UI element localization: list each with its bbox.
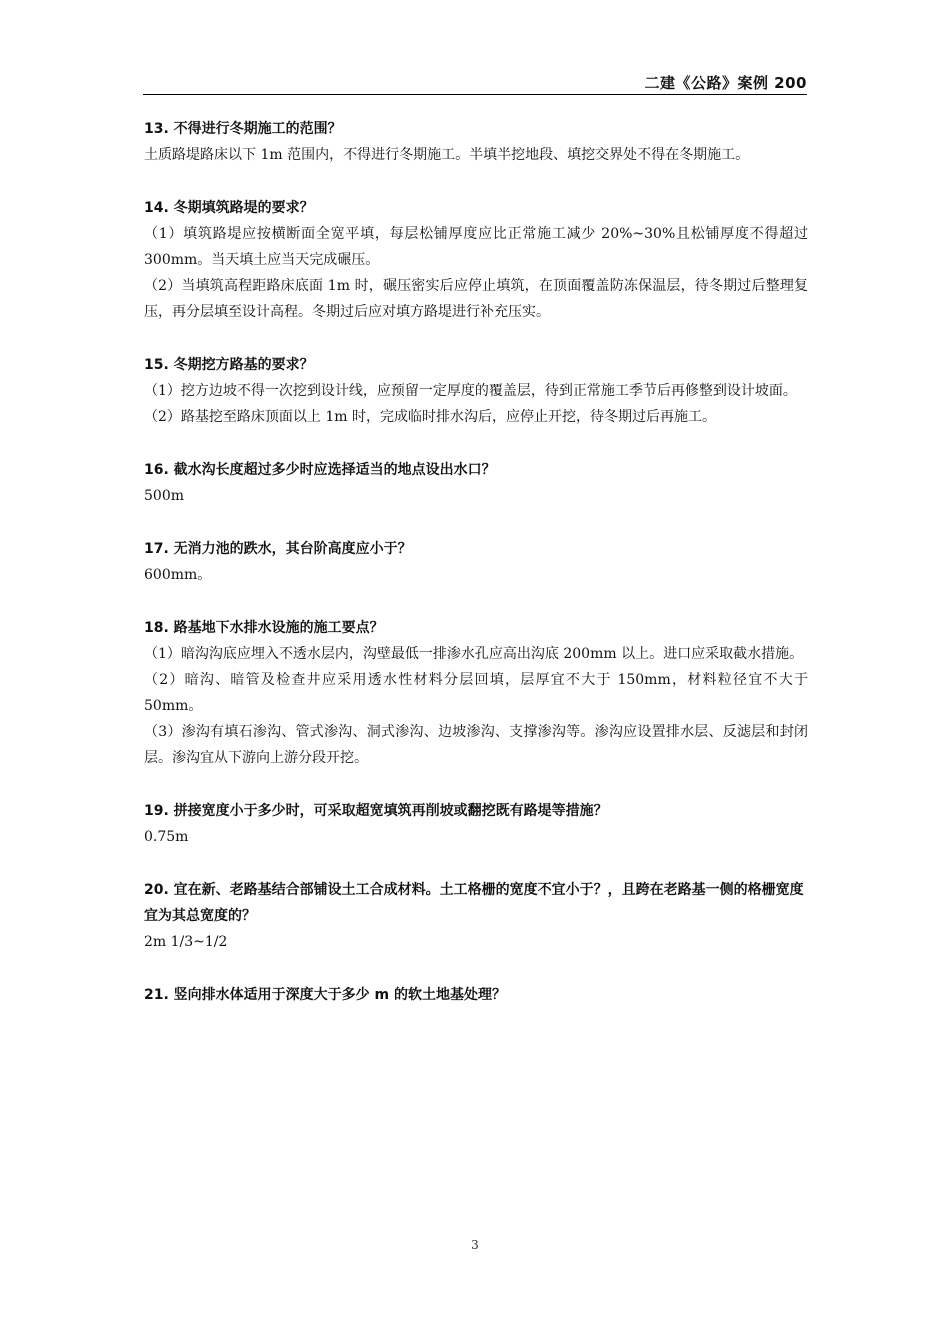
question-21: 21. 竖向排水体适用于深度大于多少 m 的软土地基处理？ <box>144 987 507 1003</box>
question-17: 17. 无消力池的跌水，其台阶高度应小于？ <box>144 541 412 557</box>
answer-15-2: （2）路基挖至路床顶面以上 1m 时，完成临时排水沟后，应停止开挖，待冬期过后再施工。 <box>144 409 716 425</box>
qa-item-15 <box>144 352 808 430</box>
question-14: 14. 冬期填筑路堤的要求？ <box>144 200 314 216</box>
answer-15-1: （1）挖方边坡不得一次挖到设计线，应预留一定厚度的覆盖层，待到正常施工季节后再修整到设计坡面。 <box>144 383 797 399</box>
answer-17-1: 600mm。 <box>144 567 212 583</box>
answer-18-1: （1）暗沟沟底应埋入不透水层内，沟壁最低一排渗水孔应高出沟底 200mm 以上。进口应采取截水措施。 <box>144 646 804 662</box>
answer-14-2: （2）当填筑高程距路床底面 1m 时，碾压密实后应停止填筑，在顶面覆盖防冻保温层，待冬期过后整理复压，再分层填至设计高程。冬期过后应对填方路堤进行补充压实。 <box>144 278 808 320</box>
document-title: 二建《公路》案例 200 <box>644 74 807 92</box>
qa-item-16 <box>144 457 808 509</box>
answer-18-3: （3）渗沟有填石渗沟、管式渗沟、洞式渗沟、边坡渗沟、支撑渗沟等。渗沟应设置排水层、反滤层和封闭层。渗沟宜从下游向上游分段开挖。 <box>144 724 808 766</box>
document-body <box>144 116 808 1035</box>
answer-19-1: 0.75m <box>144 829 189 845</box>
qa-item-18 <box>144 615 808 771</box>
qa-item-14 <box>144 195 808 325</box>
question-13: 13. 不得进行冬期施工的范围？ <box>144 121 342 137</box>
qa-item-20 <box>144 877 808 955</box>
answer-14-1: （1）填筑路堤应按横断面全宽平填，每层松铺厚度应比正常施工减少 20%~30%且松铺厚度不得超过 300mm。当天填土应当天完成碾压。 <box>144 226 808 268</box>
qa-item-21 <box>144 982 808 1008</box>
page-header <box>143 68 807 95</box>
answer-20-1: 2m 1/3~1/2 <box>144 934 228 950</box>
page-number: 3 <box>471 1238 479 1252</box>
answer-18-2: （2）暗沟、暗管及检查井应采用透水性材料分层回填，层厚宜不大于 150mm，材料粒径宜不大于 50mm。 <box>144 672 808 714</box>
question-15: 15. 冬期挖方路基的要求？ <box>144 357 314 373</box>
question-20: 20. 宜在新、老路基结合部铺设土工合成材料。土工格栅的宽度不宜小于？，且跨在老路基一侧的格栅宽度宜为其总宽度的？ <box>144 882 804 924</box>
question-16: 16. 截水沟长度超过多少时应选择适当的地点设出水口？ <box>144 462 496 478</box>
qa-item-13 <box>144 116 808 168</box>
qa-item-17 <box>144 536 808 588</box>
answer-13-1: 土质路堤路床以下 1m 范围内，不得进行冬期施工。半填半挖地段、填挖交界处不得在冬期施工。 <box>144 147 750 163</box>
question-18: 18. 路基地下水排水设施的施工要点？ <box>144 620 384 636</box>
question-19: 19. 拼接宽度小于多少时，可采取超宽填筑再削坡或翻挖既有路堤等措施？ <box>144 803 608 819</box>
qa-item-19 <box>144 798 808 850</box>
answer-16-1: 500m <box>144 488 184 504</box>
